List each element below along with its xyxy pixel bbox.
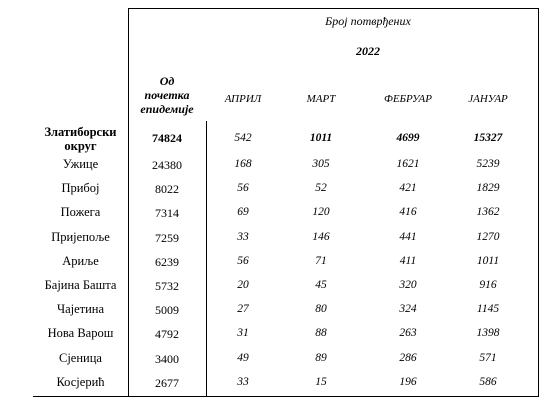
row-value-april: 20 — [237, 279, 249, 291]
row-value-february: 324 — [399, 303, 417, 316]
row-total: 5732 — [155, 279, 179, 293]
row-value-january: 1398 — [476, 327, 500, 340]
row-name: Пријепоље — [51, 229, 110, 244]
row-total: 24380 — [152, 158, 182, 172]
summary-name-2: округ — [64, 139, 97, 153]
row-value-january: 1011 — [476, 254, 500, 267]
summary-january: 15327 — [473, 132, 503, 144]
row-value-april: 69 — [237, 206, 249, 219]
row-name: Бајина Башта — [44, 278, 117, 292]
col-header-march: МАРТ — [306, 93, 336, 105]
row-value-february: 421 — [399, 182, 417, 195]
col-header-april: АПРИЛ — [224, 93, 262, 105]
col-header-total-2: почетка — [144, 88, 190, 102]
row-value-february: 1621 — [396, 158, 420, 170]
row-value-january: 571 — [479, 351, 497, 364]
table-title: Број потврђених — [325, 14, 411, 28]
row-total: 8022 — [155, 182, 179, 197]
summary-name-1: Златиборски — [44, 125, 117, 139]
row-value-february: 196 — [399, 375, 417, 388]
row-value-april: 56 — [237, 254, 249, 267]
row-value-february: 320 — [399, 279, 417, 291]
row-total: 5009 — [155, 303, 179, 318]
summary-march: 1011 — [309, 132, 333, 144]
row-value-january: 586 — [479, 375, 497, 388]
col-header-january: ЈАНУАР — [468, 93, 508, 105]
table-border-bottom — [33, 396, 539, 397]
row-value-april: 31 — [237, 327, 249, 340]
row-name: Прибој — [61, 181, 100, 196]
row-name: Ариље — [62, 253, 99, 268]
row-value-march: 305 — [312, 158, 330, 170]
row-value-april: 33 — [237, 230, 249, 243]
row-value-march: 45 — [315, 279, 327, 291]
row-total: 7259 — [155, 230, 179, 245]
row-value-march: 52 — [315, 182, 327, 195]
row-name: Нова Варош — [47, 326, 114, 341]
table-vline-right — [538, 8, 539, 396]
row-name: Сјеница — [59, 350, 102, 365]
row-value-march: 80 — [315, 303, 327, 316]
row-value-february: 441 — [399, 230, 417, 243]
row-value-march: 88 — [315, 327, 327, 340]
row-name: Ужице — [62, 157, 99, 171]
row-value-april: 49 — [237, 351, 249, 364]
row-value-february: 416 — [399, 206, 417, 219]
row-value-january: 1145 — [476, 303, 500, 316]
row-value-january: 5239 — [476, 158, 500, 170]
row-value-february: 263 — [399, 327, 417, 340]
col-header-february: ФЕБРУАР — [383, 93, 432, 105]
row-value-january: 1362 — [476, 206, 500, 219]
year-label: 2022 — [356, 44, 380, 58]
row-total: 4792 — [155, 327, 179, 342]
row-value-march: 120 — [312, 206, 330, 219]
row-total: 3400 — [155, 351, 179, 366]
summary-february: 4699 — [396, 132, 420, 144]
row-value-february: 286 — [399, 351, 417, 364]
row-value-january: 916 — [479, 279, 497, 291]
row-value-march: 71 — [315, 254, 327, 267]
row-name: Чајетина — [56, 302, 105, 317]
summary-april: 542 — [234, 132, 252, 144]
table-border-top — [128, 8, 539, 9]
row-total: 6239 — [155, 254, 179, 269]
row-value-april: 56 — [237, 182, 249, 195]
summary-total: 74824 — [152, 131, 182, 145]
col-header-total-1: Од — [159, 74, 175, 88]
row-value-january: 1270 — [476, 230, 500, 243]
row-value-february: 411 — [399, 254, 417, 267]
row-value-march: 89 — [315, 351, 327, 364]
row-value-march: 146 — [312, 230, 330, 243]
col-header-total-3: епидемије — [140, 102, 194, 116]
row-name: Пожега — [60, 205, 101, 220]
row-total: 2677 — [155, 375, 179, 390]
cases-table — [33, 8, 539, 396]
table-vline-2 — [206, 121, 207, 396]
row-name: Косјерић — [56, 374, 105, 389]
row-value-april: 27 — [237, 303, 249, 316]
row-value-january: 1829 — [476, 182, 500, 195]
row-value-april: 33 — [237, 375, 249, 388]
row-total: 7314 — [155, 206, 179, 221]
row-value-march: 15 — [315, 375, 327, 388]
row-value-april: 168 — [234, 158, 252, 170]
